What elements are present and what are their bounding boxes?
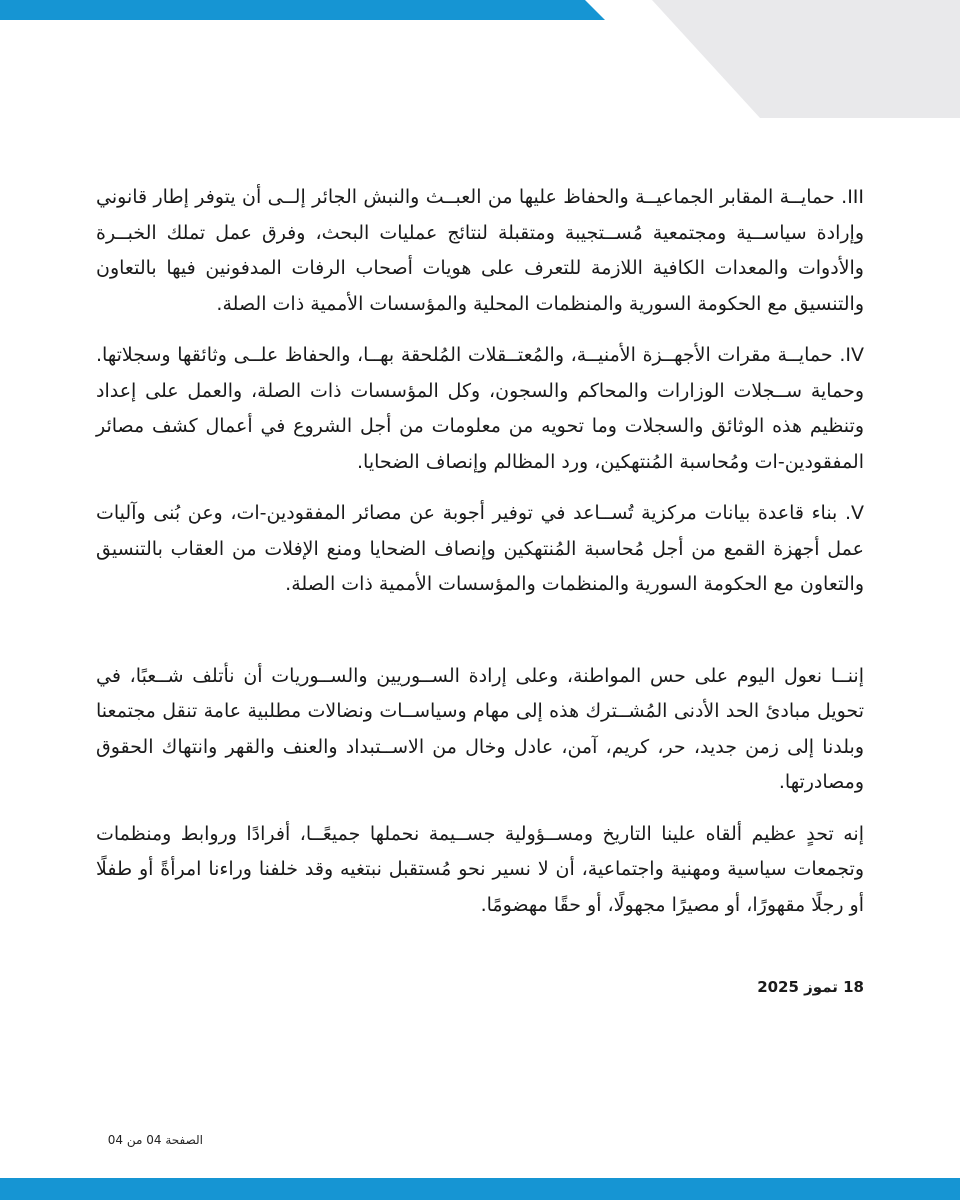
closing-paragraph-2: إنه تحدٍ عظيم ألقاه علينا التاريخ ومســؤولية جســيمة نحملها جميعًــا، أفرادًا وروابط ومنظمات وتجمعات سياسية ومهنية واجتماعية، أن لا نسير نحو مُستقبل نبتغيه وقد خلفنا وراءنا امرأةً أو طفلًا أو رجلًا مقهورًا، أو مصيرًا مجهولًا، أو حقًا مهضومًا. [96, 822, 864, 916]
paragraph-iv: IV. حمايــة مقرات الأجهــزة الأمنيــة، والمُعتــقلات المُلحقة بهــا، والحفاظ علــى وثائقها وسجلاتها. وحماية ســجلات الوزارات والمحاكم والسجون، وكل المؤسسات ذات الصلة، والعمل على إعداد وتنظيم هذه الوثائق والسجلات وما تحويه من معلومات من أجل الشروع في أعمال كشف مصائر المفقودين-ات ومُحاسبة المُنتهكين، ورد المظالم وإنصاف الضحايا. [96, 344, 864, 473]
header-gray-shape [652, 0, 960, 118]
document-date: 18 تموز 2025 [757, 978, 864, 996]
page-number: الصفحة 04 من 04 [107, 1133, 203, 1147]
document-body [96, 180, 864, 939]
paragraph-iii: III. حمايــة المقابر الجماعيــة والحفاظ عليها من العبــث والنبش الجائر إلــى أن يتوفر إطار قانوني وإرادة سياســية ومجتمعية مُســتجيبة ومتقبلة لنتائج عمليات البحث، وفرق عمل تملك الخبــرة والأدوات والمعدات الكافية اللازمة للتعرف على هويات أصحاب الرفات المدفونين فيها بالتعاون والتنسيق مع الحكومة السورية والمنظمات المحلية والمؤسسات الأممية ذات الصلة. [96, 186, 864, 315]
closing-paragraph-1: إننــا نعول اليوم على حس المواطنة، وعلى إرادة الســوريين والســوريات أن نأتلف شــعبًا، في تحويل مبادئ الحد الأدنى المُشــترك هذه إلى مهام وسياســات ونضالات مطلبية عامة تنقل مجتمعنا وبلدنا إلى زمن جديد، حر، كريم، آمن، عادل وخال من الاســتبداد والعنف والقهر وانتهاك الحقوق ومصادرتها. [96, 664, 864, 793]
footer-blue-bar [0, 1178, 960, 1200]
header-blue-stripe [0, 0, 605, 20]
section-spacer [96, 619, 864, 659]
paragraph-v: V. بناء قاعدة بيانات مركزية تُســاعد في توفير أجوبة عن مصائر المفقودين-ات، وعن بُنى وآليات عمل أجهزة القمع من أجل مُحاسبة المُنتهكين وإنصاف الضحايا ومنع الإفلات من العقاب بالتنسيق والتعاون مع الحكومة السورية والمنظمات والمؤسسات الأممية ذات الصلة. [96, 502, 864, 595]
header-decoration [0, 0, 960, 120]
